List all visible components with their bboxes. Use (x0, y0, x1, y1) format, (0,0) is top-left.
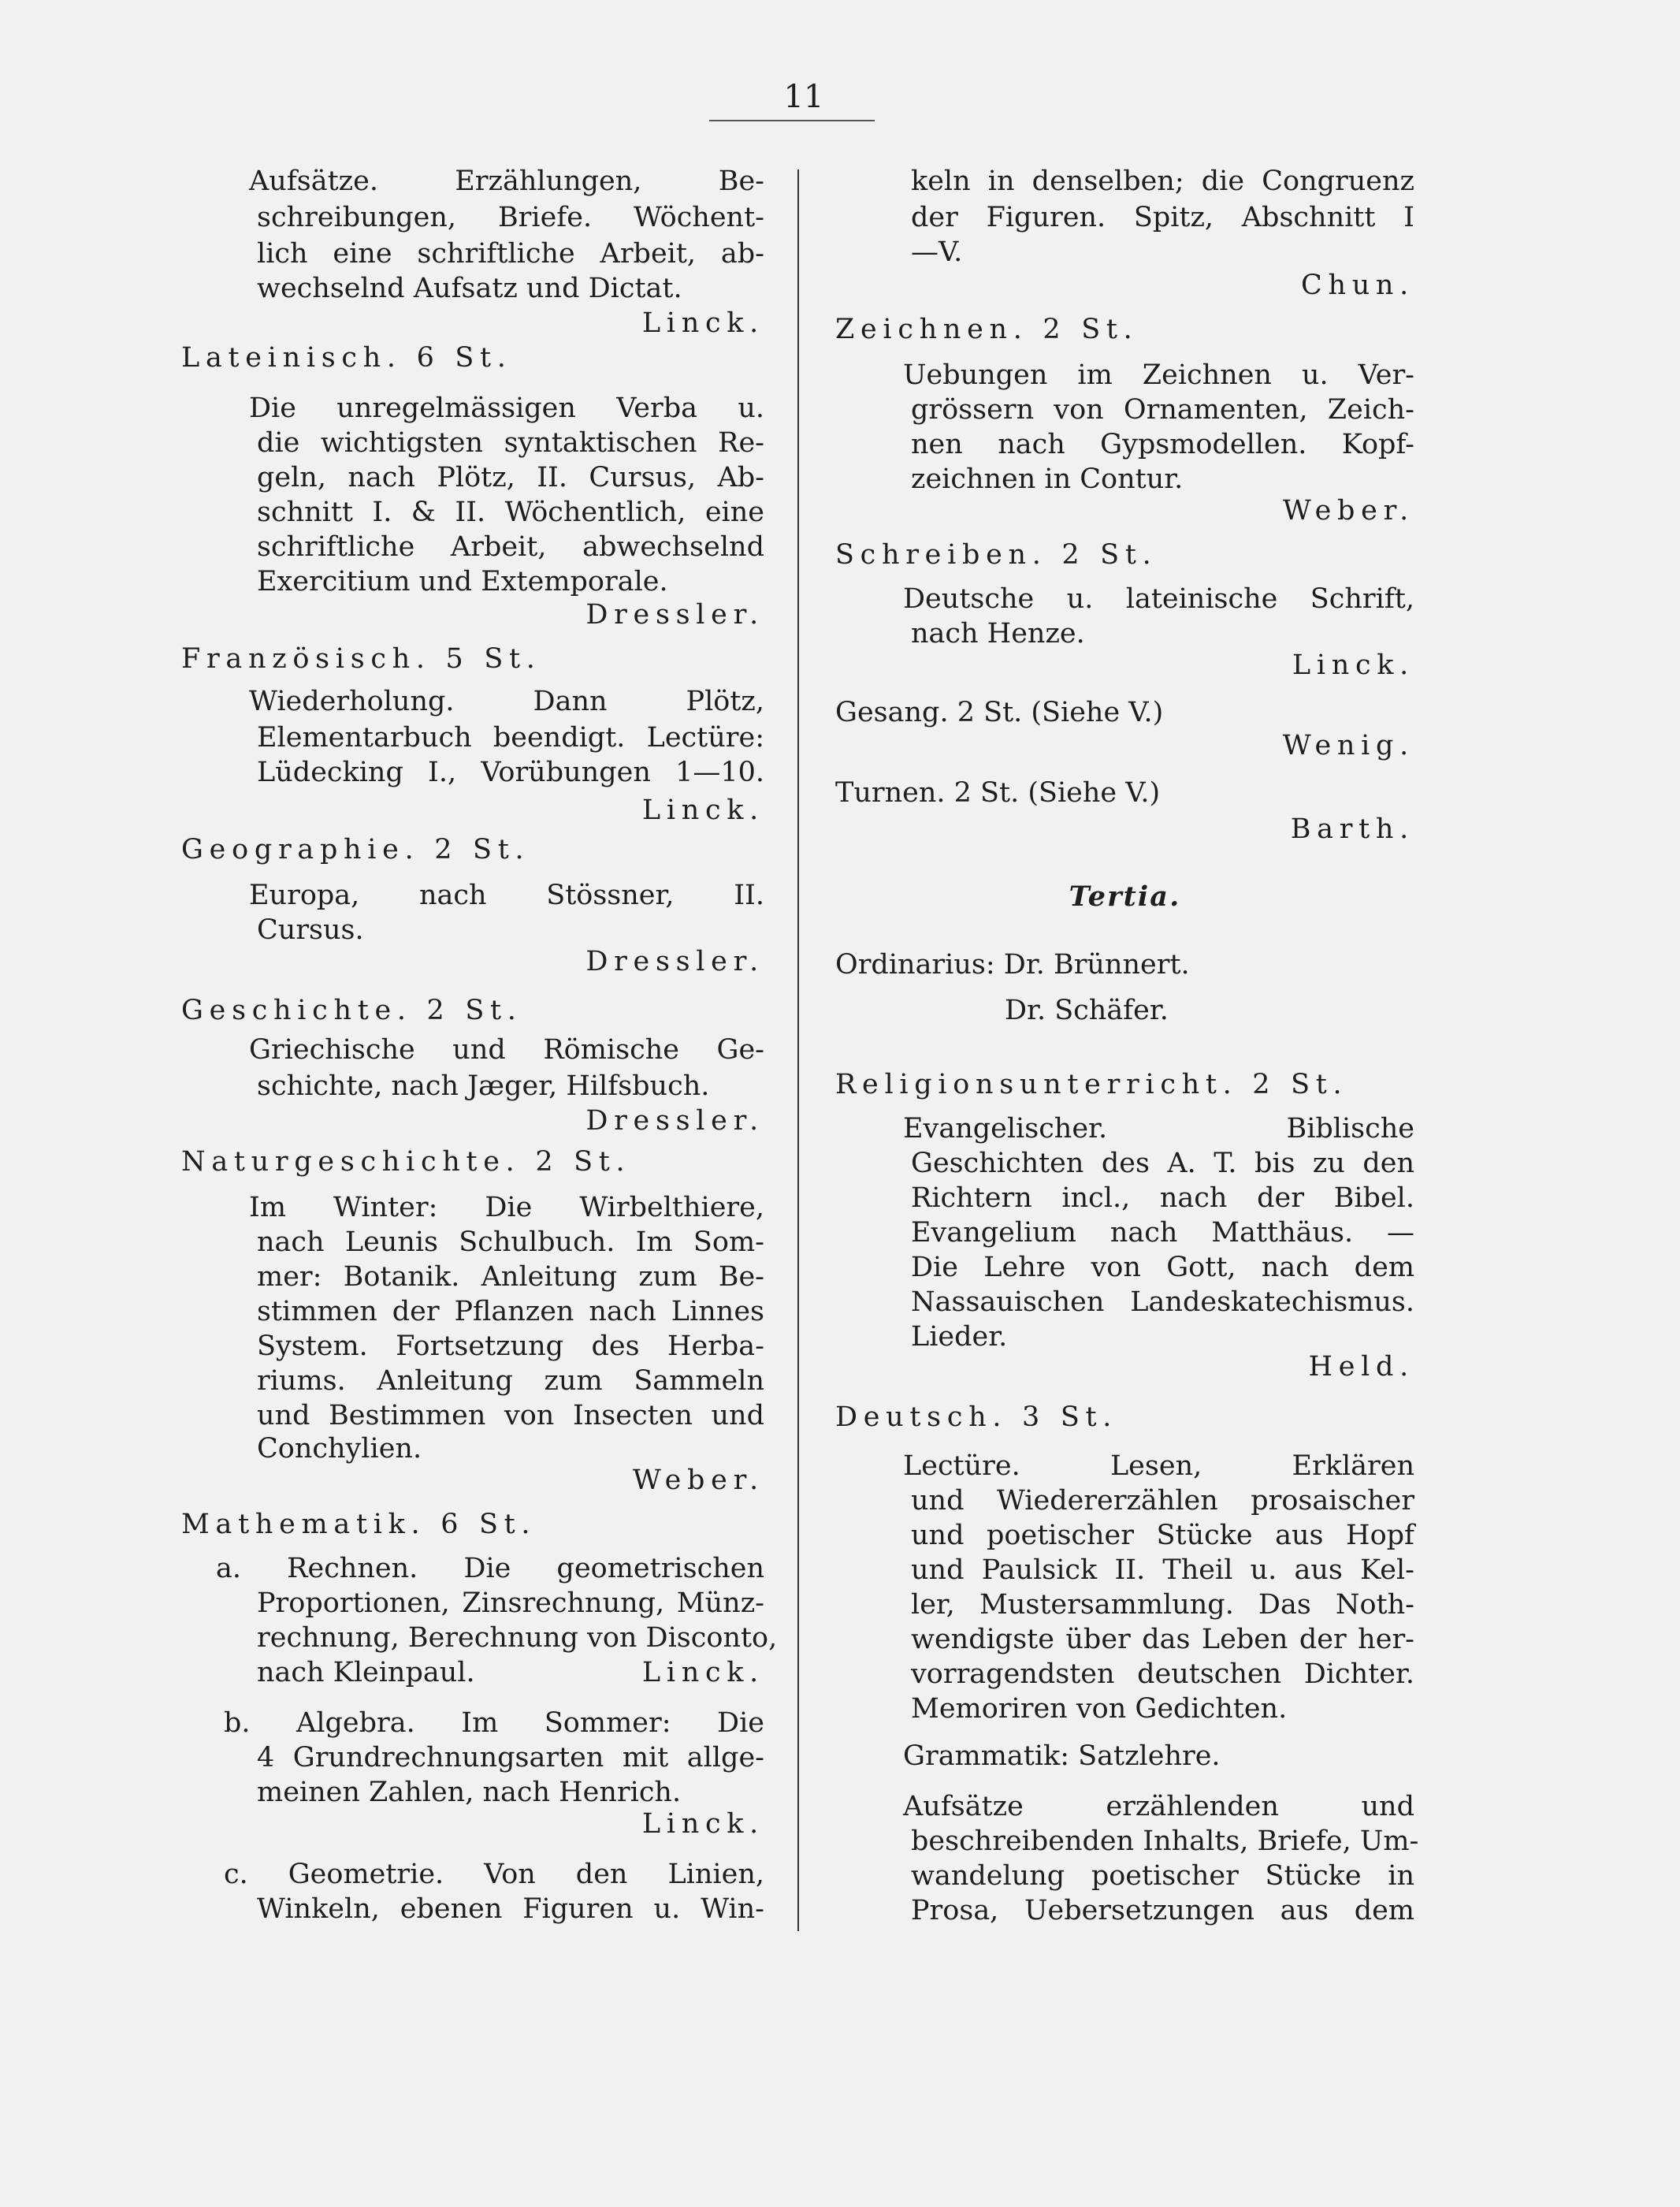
text-line: wechselnd Aufsatz und Dictat. (257, 273, 682, 304)
text-line: nen nach Gypsmodellen. Kopf- (911, 429, 1414, 460)
text-line: Richtern incl., nach der Bibel. (911, 1182, 1414, 1214)
text-line: nach Henze. (911, 618, 1085, 649)
teacher-name: Linck. (641, 307, 764, 339)
text-line: Exercitium und Extemporale. (257, 566, 668, 597)
subject-heading (835, 695, 1414, 730)
text-line: wandelung poetischer Stücke in (911, 1860, 1414, 1892)
text-line: meinen Zahlen, nach Henrich. (257, 1777, 682, 1808)
text-line: und poetischer Stücke aus Hopf (911, 1520, 1414, 1551)
teacher-name: Dressler. (585, 599, 764, 631)
subject-heading: Deutsch. 3 St. (835, 1401, 1118, 1433)
text-line: Die Lehre von Gott, nach dem (911, 1252, 1414, 1283)
turnen-heading: Turnen. 2 St. (Siehe V.) (835, 777, 1161, 809)
text-line: der Figuren. Spitz, Abschnitt I (911, 202, 1414, 233)
text-line: schichte, nach Jæger, Hilfsbuch. (257, 1070, 710, 1102)
subject-heading: Geschichte. 2 St. (181, 995, 522, 1026)
text-line: und Wiedererzählen prosaischer (911, 1485, 1414, 1517)
text-line: Wiederholung. Dann Plötz, (249, 686, 764, 717)
text-line: Geschichten des A. T. bis zu den (911, 1148, 1414, 1179)
text-line: beschreibenden Inhalts, Briefe, Um- (911, 1826, 1419, 1857)
teacher-name: Barth. (1290, 813, 1414, 845)
subject-heading: Schreiben. 2 St. (835, 539, 1158, 571)
subject-heading: Naturgeschichte. 2 St. (181, 1146, 631, 1178)
subject-heading: Lateinisch. 6 St. (181, 342, 512, 374)
text-line: riums. Anleitung zum Sammeln (257, 1365, 764, 1397)
text-line: —V. (911, 236, 963, 268)
text-line: nach Leunis Schulbuch. Im Som- (257, 1226, 764, 1258)
text-line: Europa, nach Stössner, II. (249, 880, 764, 911)
text-line: rechnung, Berechnung von Disconto, (257, 1622, 778, 1654)
text-line: a. Rechnen. Die geometrischen (216, 1553, 764, 1584)
text-line: Uebungen im Zeichnen u. Ver- (903, 359, 1414, 391)
text-line: Prosa, Uebersetzungen aus dem (911, 1895, 1414, 1926)
column-divider (797, 169, 799, 1931)
teacher-name: Weber. (632, 1465, 764, 1496)
text-line: mer: Botanik. Anleitung zum Be- (257, 1261, 764, 1293)
text-line: Conchylien. (257, 1433, 422, 1465)
text-line: Die unregelmässigen Verba u. (249, 393, 764, 424)
text-line: wendigste über das Leben der her- (911, 1624, 1414, 1655)
text-line: und Bestimmen von Insecten und (257, 1400, 764, 1431)
text-line: Evangelium nach Matthäus. — (911, 1217, 1414, 1249)
text-line: Evangelischer. Biblische (903, 1113, 1414, 1144)
teacher-name: Linck. (641, 1808, 764, 1840)
text-line: und Paulsick II. Theil u. aus Kel- (911, 1554, 1414, 1586)
subject-heading (835, 776, 1414, 810)
teacher-name: Wenig. (1282, 730, 1414, 761)
text-line: ler, Mustersammlung. Das Noth- (911, 1589, 1414, 1621)
text-line: Im Winter: Die Wirbelthiere, (249, 1192, 764, 1223)
text-line: Lieder. (911, 1321, 1008, 1353)
text-line: vorragendsten deutschen Dichter. (911, 1658, 1414, 1690)
text-line: schnitt I. & II. Wöchentlich, eine (257, 497, 764, 528)
subject-heading: Französisch. 5 St. (181, 643, 541, 675)
text-line: Winkeln, ebenen Figuren u. Win- (257, 1893, 764, 1925)
text-line: stimmen der Pflanzen nach Linnes (257, 1296, 764, 1327)
subject-heading: Zeichnen. 2 St. (835, 314, 1139, 345)
text-line: Nassauischen Landeskatechismus. (911, 1286, 1414, 1318)
text-line: Elementarbuch beendigt. Lectüre: (257, 722, 764, 754)
text-line: Deutsche u. lateinische Schrift, (903, 583, 1414, 615)
teacher-name: Linck. (641, 795, 764, 826)
page-number-rule (709, 120, 875, 121)
text-line: Aufsätze. Erzählungen, Be- (249, 166, 764, 197)
text-line: 4 Grundrechnungsarten mit allge- (257, 1742, 764, 1773)
text-line: geln, nach Plötz, II. Cursus, Ab- (257, 462, 764, 493)
teacher-name: Chun. (1300, 270, 1414, 301)
text-line: Cursus. (257, 914, 364, 946)
text-line: schriftliche Arbeit, abwechselnd (257, 531, 764, 563)
gesang-heading: Gesang. 2 St. (Siehe V.) (835, 697, 1164, 728)
text-line: die wichtigsten syntaktischen Re- (257, 427, 764, 459)
text-line: zeichnen in Contur. (911, 463, 1184, 495)
class-heading: Tertia. (1069, 880, 1181, 913)
text-line: Griechische und Römische Ge- (249, 1034, 764, 1066)
text-line: keln in denselben; die Congruenz (911, 166, 1414, 197)
ordinarius-line: Dr. Schäfer. (1005, 995, 1169, 1026)
ordinarius-line: Ordinarius: Dr. Brünnert. (835, 949, 1190, 981)
teacher-name: Dressler. (585, 1105, 764, 1137)
teacher-name: Held. (1308, 1351, 1414, 1383)
text-line: nach Kleinpaul. (257, 1657, 475, 1688)
text-line: lich eine schriftliche Arbeit, ab- (257, 238, 764, 270)
text-line: System. Fortsetzung des Herba- (257, 1331, 764, 1362)
page-number: 11 (783, 79, 824, 115)
text-line: Aufsätze erzählenden und (903, 1791, 1414, 1822)
text-line: grössern von Ornamenten, Zeich- (911, 394, 1414, 426)
text-line: c. Geometrie. Von den Linien, (224, 1859, 764, 1890)
teacher-name: Weber. (1282, 495, 1414, 527)
text-line: b. Algebra. Im Sommer: Die (224, 1707, 764, 1739)
subheading: Grammatik: Satzlehre. (903, 1740, 1221, 1772)
subject-heading: Religionsunterricht. 2 St. (835, 1069, 1348, 1100)
subject-heading: Geographie. 2 St. (181, 834, 530, 865)
text-line: Lüdecking I., Vorübungen 1—10. (257, 757, 764, 788)
text-line: Lectüre. Lesen, Erklären (903, 1450, 1414, 1482)
teacher-name: Linck. (1292, 649, 1414, 681)
text-line: Proportionen, Zinsrechnung, Münz- (257, 1587, 764, 1619)
text-line: Memoriren von Gedichten. (911, 1693, 1288, 1725)
teacher-name: Linck. (641, 1657, 764, 1688)
teacher-name: Dressler. (585, 946, 764, 977)
text-line: schreibungen, Briefe. Wöchent- (257, 202, 764, 233)
subject-heading: Mathematik. 6 St. (181, 1509, 537, 1540)
